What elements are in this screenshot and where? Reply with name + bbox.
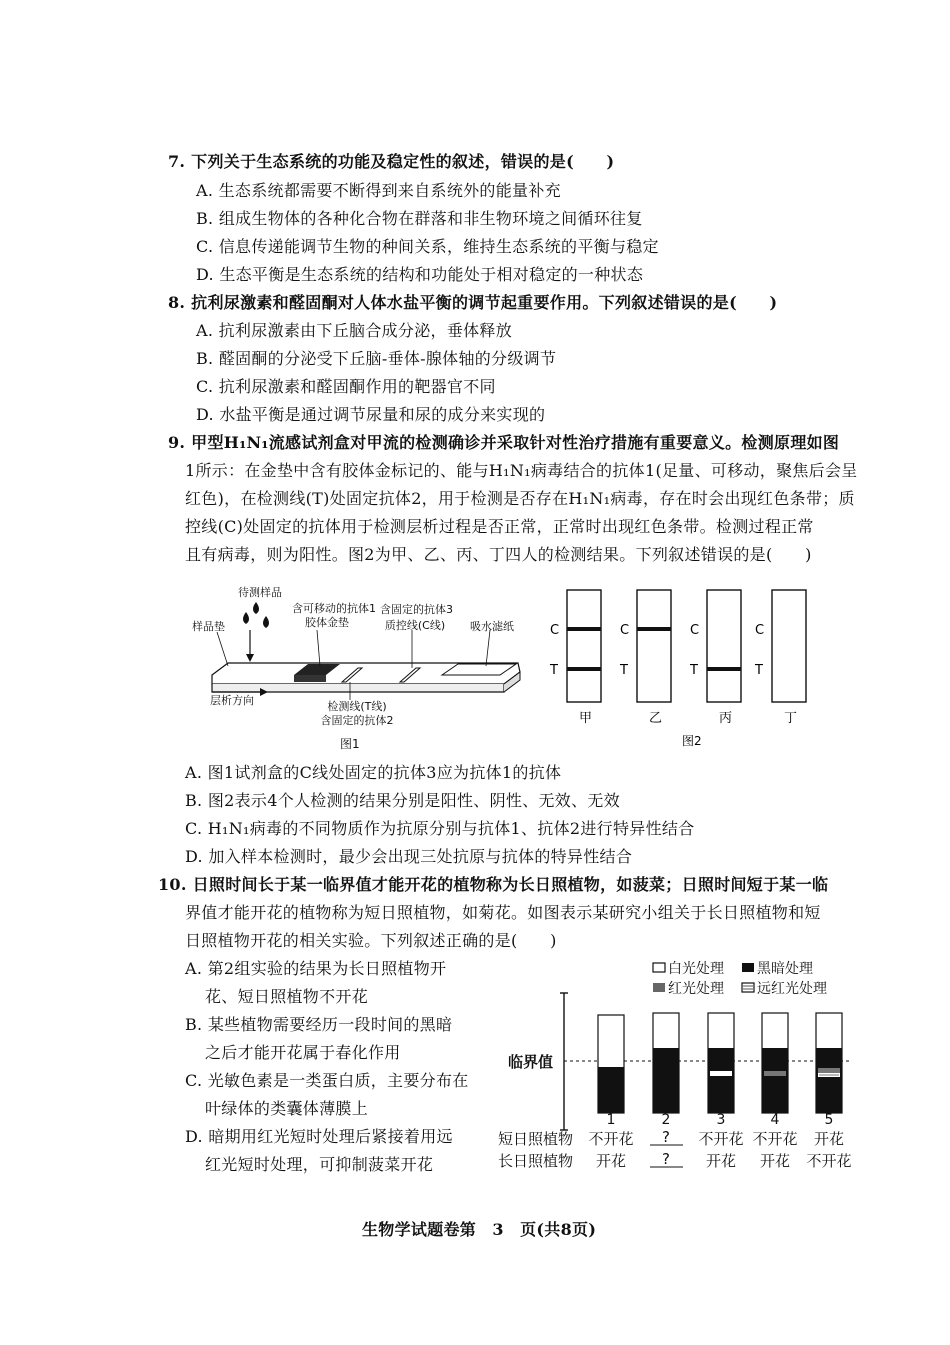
strip-name: 丙: [719, 711, 733, 726]
long-day-result-4: 开花: [759, 1152, 790, 1170]
fig1-direction-label: 层析方向: [210, 694, 254, 707]
strip-outline: [567, 590, 601, 702]
result-strip-3: [689, 590, 741, 726]
c-axis-label: C: [550, 623, 560, 638]
long-day-result-2: ?: [662, 1150, 670, 1168]
q7-option-b: B. 组成生物体的各种化合物在群落和非生物环境之间循环往复: [196, 209, 643, 228]
group-number-2: 2: [661, 1112, 671, 1128]
legend-red-swatch: [653, 983, 665, 992]
t-axis-label: T: [620, 663, 628, 678]
fig1-gold-pad-label-2: 胶体金垫: [305, 616, 349, 629]
short-day-result-4: 不开花: [752, 1130, 798, 1148]
q9-stem-line-1: 9. 甲型H₁N₁流感试剂盒对甲流的检测确诊并采取针对性治疗措施有重要意义。检测原理如图: [168, 433, 840, 452]
q10-option-b-line-1: B. 某些植物需要经历一段时间的黑暗: [185, 1015, 453, 1034]
strip-name: 甲: [579, 711, 593, 726]
c-axis-label: C: [755, 623, 765, 638]
q8-option-d: D. 水盐平衡是通过调节尿量和尿的成分来实现的: [196, 405, 546, 424]
q9-option-d: D. 加入样本检测时，最少会出现三处抗原与抗体的特异性结合: [185, 847, 633, 866]
q9-stem-line-5: 且有病毒，则为阳性。图2为甲、乙、丙、丁四人的检测结果。下列叙述错误的是( ): [185, 545, 812, 564]
figure-2-results: [540, 585, 830, 755]
short-day-result-2: ?: [662, 1128, 670, 1146]
strip-outline: [707, 590, 741, 702]
c-axis-label: C: [620, 623, 630, 638]
q8-option-a: A. 抗利尿激素由下丘脑合成分泌，垂体释放: [196, 321, 513, 340]
q10-option-b-line-2: 之后才能开花属于春化作用: [205, 1043, 401, 1062]
row-label-long-day: 长日照植物: [498, 1152, 574, 1170]
legend-white-swatch: [653, 963, 665, 972]
bar-group-5: [816, 1013, 842, 1113]
group-number-3: 3: [716, 1112, 726, 1128]
bar-group-2: [653, 1013, 679, 1113]
c-band: [637, 627, 671, 631]
q10-option-d-line-1: D. 暗期用红光短时处理后紧接着用远: [185, 1127, 453, 1146]
fig2-caption: 图2: [682, 734, 702, 748]
strip-outline: [637, 590, 671, 702]
q10-stem-line-2: 界值才能开花的植物称为短日照植物，如菊花。如图表示某研究小组关于长日照植物和短: [185, 903, 821, 922]
fig1-c-line-label-1: 含固定的抗体3: [380, 603, 453, 616]
strip-name: 丁: [784, 711, 798, 726]
q7-option-c: C. 信息传递能调节生物的种间关系，维持生态系统的平衡与稳定: [196, 237, 659, 256]
t-axis-label: T: [550, 663, 558, 678]
strip-outline: [772, 590, 806, 702]
q10-stem-line-3: 日照植物开花的相关实验。下列叙述正确的是( ): [185, 931, 557, 950]
q7-option-a: A. 生态系统都需要不断得到来自系统外的能量补充: [196, 181, 561, 200]
short-day-result-5: 开花: [813, 1130, 844, 1148]
legend-farred-swatch: [742, 983, 754, 992]
long-day-result-3: 开花: [705, 1152, 736, 1170]
group-number-4: 4: [770, 1112, 780, 1128]
fig1-sample-label: 待测样品: [238, 586, 282, 599]
fig1-caption: 图1: [340, 737, 360, 751]
group-number-5: 5: [824, 1112, 834, 1128]
q10-option-a-line-1: A. 第2组实验的结果为长日照植物开: [185, 959, 447, 978]
q8-option-b: B. 醛固酮的分泌受下丘脑-垂体-腺体轴的分级调节: [196, 349, 557, 368]
fig1-gold-pad-label-1: 含可移动的抗体1: [292, 602, 376, 615]
q10-option-d-line-2: 红光短时处理，可抑制菠菜开花: [205, 1155, 434, 1174]
t-axis-label: T: [690, 663, 698, 678]
legend-farred-label: 远红光处理: [757, 981, 827, 997]
bar-group-1: [598, 1015, 624, 1113]
q10-stem-line-1: 10. 日照时间长于某一临界值才能开花的植物称为长日照植物，如菠菜；日照时间短于某一临: [158, 875, 829, 894]
page-footer: 生物学试题卷第 3 页(共8页): [362, 1220, 597, 1239]
q10-option-c-line-1: C. 光敏色素是一类蛋白质，主要分布在: [185, 1071, 469, 1090]
legend-red-label: 红光处理: [668, 981, 724, 997]
fig1-absorbent-label: 吸水滤纸: [470, 620, 514, 633]
q9-stem-line-3: 红色)，在检测线(T)处固定抗体2，用于检测是否存在H₁N₁病毒，存在时会出现红色条带；质: [185, 489, 855, 508]
t-band: [707, 667, 741, 671]
t-band: [567, 667, 601, 671]
sample-drop-icon: [253, 602, 259, 614]
short-day-result-1: 不开花: [588, 1130, 634, 1148]
c-band: [567, 627, 601, 631]
critical-value-label: 临界值: [508, 1053, 554, 1071]
group-number-1: 1: [606, 1112, 616, 1128]
legend-white-label: 白光处理: [668, 961, 724, 977]
long-day-result-1: 开花: [595, 1152, 626, 1170]
row-label-short-day: 短日照植物: [498, 1130, 574, 1148]
q7-stem: 7. 下列关于生态系统的功能及稳定性的叙述，错误的是( ): [168, 152, 615, 171]
q8-option-c: C. 抗利尿激素和醛固酮作用的靶器官不同: [196, 377, 496, 396]
legend-dark-swatch: [742, 963, 754, 972]
q9-option-c: C. H₁N₁病毒的不同物质作为抗原分别与抗体1、抗体2进行特异性结合: [185, 819, 695, 838]
q10-option-a-line-2: 花、短日照植物不开花: [205, 987, 369, 1006]
legend-dark-label: 黑暗处理: [757, 961, 813, 977]
fig1-t-line-label-1: 检测线(T线): [327, 700, 387, 713]
q8-stem: 8. 抗利尿激素和醛固酮对人体水盐平衡的调节起重要作用。下列叙述错误的是( ): [168, 293, 778, 312]
bar-group-3: [708, 1013, 734, 1113]
sample-drop-icon: [243, 612, 249, 624]
c-axis-label: C: [690, 623, 700, 638]
long-day-result-5: 不开花: [806, 1152, 852, 1170]
q9-stem-line-4: 控线(C)处固定的抗体用于检测层析过程是否正常，正常时出现红色条带。检测过程正常: [185, 517, 814, 536]
result-strip-1: [549, 590, 601, 726]
q9-stem-line-2: 1所示：在金垫中含有胶体金标记的、能与H₁N₁病毒结合的抗体1(足量、可移动，聚焦后会呈: [185, 461, 858, 480]
result-strip-4: [754, 590, 806, 726]
t-axis-label: T: [755, 663, 763, 678]
sample-drop-icon: [263, 616, 269, 628]
q7-option-d: D. 生态平衡是生态系统的结构和功能处于相对稳定的一种状态: [196, 265, 644, 284]
bar-group-4: [762, 1013, 788, 1113]
strip-name: 乙: [649, 711, 663, 726]
q10-option-c-line-2: 叶绿体的类囊体薄膜上: [205, 1099, 369, 1118]
fig1-sample-pad-label: 样品垫: [192, 620, 225, 633]
fig1-c-line-label-2: 质控线(C线): [384, 619, 446, 632]
q9-option-b: B. 图2表示4个人检测的结果分别是阳性、阴性、无效、无效: [185, 791, 620, 810]
q9-option-a: A. 图1试剂盒的C线处固定的抗体3应为抗体1的抗体: [185, 763, 562, 782]
short-day-result-3: 不开花: [698, 1130, 744, 1148]
result-strip-2: [619, 590, 671, 726]
fig1-t-line-label-2: 含固定的抗体2: [320, 714, 394, 727]
